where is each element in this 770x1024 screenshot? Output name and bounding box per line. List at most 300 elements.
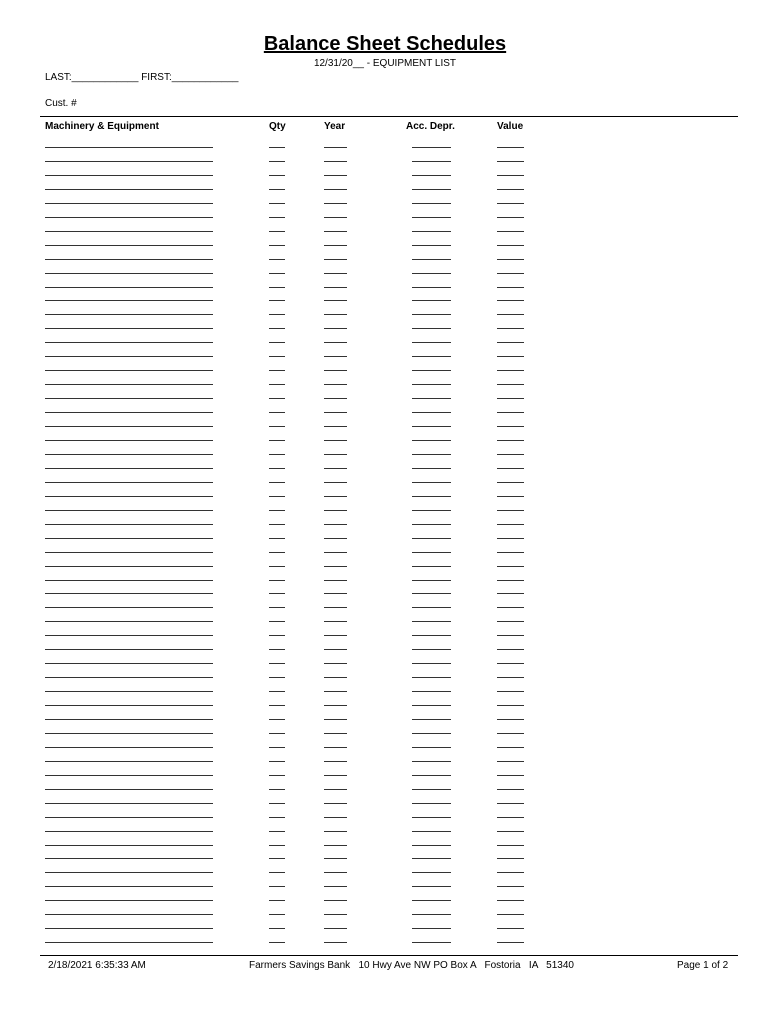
machinery-blank [45, 942, 213, 943]
machinery-blank [45, 789, 213, 790]
machinery-blank [45, 831, 213, 832]
machinery-blank [45, 677, 213, 678]
value-blank [497, 398, 524, 399]
machinery-blank [45, 817, 213, 818]
value-blank [497, 161, 524, 162]
year-blank [324, 273, 347, 274]
year-blank [324, 663, 347, 664]
qty-blank [269, 719, 285, 720]
acc-depr-blank [412, 524, 451, 525]
year-blank [324, 384, 347, 385]
qty-blank [269, 412, 285, 413]
value-blank [497, 314, 524, 315]
qty-blank [269, 314, 285, 315]
value-blank [497, 524, 524, 525]
acc-depr-blank [412, 468, 451, 469]
year-blank [324, 356, 347, 357]
machinery-blank [45, 328, 213, 329]
column-header-year: Year [324, 121, 346, 132]
machinery-blank [45, 342, 213, 343]
qty-blank [269, 147, 285, 148]
acc-depr-blank [412, 245, 451, 246]
qty-blank [269, 203, 285, 204]
value-blank [497, 203, 524, 204]
year-blank [324, 370, 347, 371]
acc-depr-blank [412, 412, 451, 413]
qty-blank [269, 747, 285, 748]
value-blank [497, 747, 524, 748]
year-blank [324, 593, 347, 594]
machinery-blank [45, 691, 213, 692]
acc-depr-blank [412, 663, 451, 664]
machinery-blank [45, 370, 213, 371]
machinery-blank [45, 217, 213, 218]
machinery-blank [45, 161, 213, 162]
year-blank [324, 524, 347, 525]
qty-blank [269, 817, 285, 818]
qty-blank [269, 705, 285, 706]
qty-blank [269, 273, 285, 274]
acc-depr-blank [412, 426, 451, 427]
value-blank [497, 705, 524, 706]
acc-depr-blank [412, 370, 451, 371]
year-blank [324, 761, 347, 762]
qty-blank [269, 245, 285, 246]
value-blank [497, 328, 524, 329]
value-blank [497, 914, 524, 915]
acc-depr-blank [412, 621, 451, 622]
column-header-machinery: Machinery & Equipment [45, 121, 159, 132]
value-blank [497, 412, 524, 413]
value-blank [497, 761, 524, 762]
qty-blank [269, 482, 285, 483]
acc-depr-blank [412, 677, 451, 678]
cust-label: Cust. # [45, 98, 77, 109]
qty-blank [269, 175, 285, 176]
machinery-blank [45, 775, 213, 776]
machinery-blank [45, 314, 213, 315]
machinery-blank [45, 607, 213, 608]
year-blank [324, 900, 347, 901]
acc-depr-blank [412, 858, 451, 859]
qty-blank [269, 593, 285, 594]
name-line: LAST:____________ FIRST:____________ [45, 72, 239, 83]
value-blank [497, 649, 524, 650]
year-blank [324, 217, 347, 218]
column-header-qty: Qty [269, 121, 286, 132]
qty-blank [269, 858, 285, 859]
qty-blank [269, 649, 285, 650]
acc-depr-blank [412, 217, 451, 218]
year-blank [324, 566, 347, 567]
value-blank [497, 663, 524, 664]
year-blank [324, 872, 347, 873]
qty-blank [269, 287, 285, 288]
value-blank [497, 217, 524, 218]
machinery-blank [45, 412, 213, 413]
machinery-blank [45, 747, 213, 748]
value-blank [497, 580, 524, 581]
value-blank [497, 566, 524, 567]
machinery-blank [45, 733, 213, 734]
value-blank [497, 691, 524, 692]
machinery-blank [45, 468, 213, 469]
year-blank [324, 147, 347, 148]
year-blank [324, 231, 347, 232]
acc-depr-blank [412, 817, 451, 818]
value-blank [497, 342, 524, 343]
year-blank [324, 789, 347, 790]
machinery-blank [45, 384, 213, 385]
value-blank [497, 426, 524, 427]
qty-blank [269, 538, 285, 539]
year-blank [324, 189, 347, 190]
value-blank [497, 928, 524, 929]
year-blank [324, 161, 347, 162]
machinery-blank [45, 510, 213, 511]
qty-blank [269, 440, 285, 441]
value-blank [497, 370, 524, 371]
year-blank [324, 775, 347, 776]
qty-blank [269, 370, 285, 371]
value-blank [497, 175, 524, 176]
qty-blank [269, 189, 285, 190]
year-blank [324, 677, 347, 678]
value-blank [497, 900, 524, 901]
value-blank [497, 775, 524, 776]
acc-depr-blank [412, 384, 451, 385]
acc-depr-blank [412, 719, 451, 720]
footer-date: 2/18/2021 6:35:33 AM [48, 960, 146, 971]
year-blank [324, 440, 347, 441]
value-blank [497, 245, 524, 246]
machinery-blank [45, 705, 213, 706]
machinery-blank [45, 649, 213, 650]
value-blank [497, 552, 524, 553]
acc-depr-blank [412, 356, 451, 357]
value-blank [497, 189, 524, 190]
value-blank [497, 147, 524, 148]
year-blank [324, 621, 347, 622]
qty-blank [269, 328, 285, 329]
machinery-blank [45, 440, 213, 441]
column-header-acc-depr: Acc. Depr. [406, 121, 455, 132]
value-blank [497, 454, 524, 455]
qty-blank [269, 496, 285, 497]
value-blank [497, 468, 524, 469]
machinery-blank [45, 398, 213, 399]
acc-depr-blank [412, 552, 451, 553]
year-blank [324, 496, 347, 497]
acc-depr-blank [412, 607, 451, 608]
acc-depr-blank [412, 328, 451, 329]
year-blank [324, 886, 347, 887]
qty-blank [269, 161, 285, 162]
acc-depr-blank [412, 649, 451, 650]
machinery-blank [45, 482, 213, 483]
value-blank [497, 356, 524, 357]
year-blank [324, 259, 347, 260]
acc-depr-blank [412, 928, 451, 929]
year-blank [324, 245, 347, 246]
top-divider [40, 116, 738, 117]
year-blank [324, 398, 347, 399]
value-blank [497, 635, 524, 636]
acc-depr-blank [412, 789, 451, 790]
acc-depr-blank [412, 886, 451, 887]
year-blank [324, 719, 347, 720]
acc-depr-blank [412, 161, 451, 162]
acc-depr-blank [412, 538, 451, 539]
qty-blank [269, 621, 285, 622]
acc-depr-blank [412, 398, 451, 399]
year-blank [324, 328, 347, 329]
year-blank [324, 691, 347, 692]
value-blank [497, 496, 524, 497]
value-blank [497, 300, 524, 301]
qty-blank [269, 510, 285, 511]
year-blank [324, 482, 347, 483]
acc-depr-blank [412, 733, 451, 734]
qty-blank [269, 761, 285, 762]
acc-depr-blank [412, 914, 451, 915]
acc-depr-blank [412, 510, 451, 511]
value-blank [497, 231, 524, 232]
acc-depr-blank [412, 566, 451, 567]
machinery-blank [45, 761, 213, 762]
year-blank [324, 342, 347, 343]
year-blank [324, 635, 347, 636]
year-blank [324, 858, 347, 859]
acc-depr-blank [412, 259, 451, 260]
year-blank [324, 747, 347, 748]
acc-depr-blank [412, 482, 451, 483]
qty-blank [269, 552, 285, 553]
machinery-blank [45, 147, 213, 148]
acc-depr-blank [412, 496, 451, 497]
value-blank [497, 845, 524, 846]
acc-depr-blank [412, 635, 451, 636]
acc-depr-blank [412, 803, 451, 804]
qty-blank [269, 663, 285, 664]
qty-blank [269, 607, 285, 608]
footer-page-number: Page 1 of 2 [677, 960, 729, 971]
machinery-blank [45, 426, 213, 427]
qty-blank [269, 691, 285, 692]
machinery-blank [45, 858, 213, 859]
year-blank [324, 705, 347, 706]
value-blank [497, 733, 524, 734]
acc-depr-blank [412, 761, 451, 762]
acc-depr-blank [412, 189, 451, 190]
year-blank [324, 552, 347, 553]
value-blank [497, 259, 524, 260]
acc-depr-blank [412, 775, 451, 776]
year-blank [324, 649, 347, 650]
qty-blank [269, 733, 285, 734]
qty-blank [269, 928, 285, 929]
machinery-blank [45, 496, 213, 497]
year-blank [324, 510, 347, 511]
qty-blank [269, 914, 285, 915]
machinery-blank [45, 552, 213, 553]
footer-bank-info: Farmers Savings Bank 10 Hwy Ave NW PO Box A Fostoria IA 51340 [249, 960, 574, 971]
machinery-blank [45, 538, 213, 539]
acc-depr-blank [412, 287, 451, 288]
page-subtitle: 12/31/20__ - EQUIPMENT LIST [313, 58, 457, 69]
machinery-blank [45, 580, 213, 581]
value-blank [497, 287, 524, 288]
qty-blank [269, 635, 285, 636]
bottom-divider [40, 955, 738, 956]
machinery-blank [45, 803, 213, 804]
value-blank [497, 789, 524, 790]
value-blank [497, 273, 524, 274]
machinery-blank [45, 287, 213, 288]
qty-blank [269, 803, 285, 804]
value-blank [497, 440, 524, 441]
qty-blank [269, 775, 285, 776]
value-blank [497, 621, 524, 622]
qty-blank [269, 566, 285, 567]
qty-blank [269, 886, 285, 887]
qty-blank [269, 468, 285, 469]
machinery-blank [45, 175, 213, 176]
acc-depr-blank [412, 705, 451, 706]
acc-depr-blank [412, 300, 451, 301]
year-blank [324, 831, 347, 832]
machinery-blank [45, 914, 213, 915]
qty-blank [269, 942, 285, 943]
value-blank [497, 593, 524, 594]
machinery-blank [45, 454, 213, 455]
acc-depr-blank [412, 231, 451, 232]
machinery-blank [45, 719, 213, 720]
value-blank [497, 719, 524, 720]
qty-blank [269, 398, 285, 399]
year-blank [324, 928, 347, 929]
qty-blank [269, 356, 285, 357]
acc-depr-blank [412, 273, 451, 274]
machinery-blank [45, 886, 213, 887]
machinery-blank [45, 203, 213, 204]
qty-blank [269, 789, 285, 790]
qty-blank [269, 231, 285, 232]
acc-depr-blank [412, 691, 451, 692]
machinery-blank [45, 845, 213, 846]
machinery-blank [45, 635, 213, 636]
year-blank [324, 733, 347, 734]
acc-depr-blank [412, 831, 451, 832]
year-blank [324, 580, 347, 581]
value-blank [497, 538, 524, 539]
year-blank [324, 175, 347, 176]
year-blank [324, 287, 347, 288]
year-blank [324, 942, 347, 943]
machinery-blank [45, 259, 213, 260]
value-blank [497, 942, 524, 943]
year-blank [324, 845, 347, 846]
machinery-blank [45, 872, 213, 873]
year-blank [324, 803, 347, 804]
acc-depr-blank [412, 747, 451, 748]
acc-depr-blank [412, 872, 451, 873]
machinery-blank [45, 566, 213, 567]
machinery-blank [45, 621, 213, 622]
acc-depr-blank [412, 147, 451, 148]
year-blank [324, 817, 347, 818]
value-blank [497, 858, 524, 859]
machinery-blank [45, 356, 213, 357]
acc-depr-blank [412, 203, 451, 204]
qty-blank [269, 342, 285, 343]
qty-blank [269, 900, 285, 901]
acc-depr-blank [412, 942, 451, 943]
machinery-blank [45, 593, 213, 594]
value-blank [497, 482, 524, 483]
acc-depr-blank [412, 175, 451, 176]
value-blank [497, 831, 524, 832]
qty-blank [269, 300, 285, 301]
year-blank [324, 203, 347, 204]
machinery-blank [45, 900, 213, 901]
value-blank [497, 384, 524, 385]
value-blank [497, 607, 524, 608]
year-blank [324, 426, 347, 427]
machinery-blank [45, 189, 213, 190]
machinery-blank [45, 245, 213, 246]
year-blank [324, 607, 347, 608]
value-blank [497, 677, 524, 678]
machinery-blank [45, 273, 213, 274]
machinery-blank [45, 300, 213, 301]
qty-blank [269, 580, 285, 581]
acc-depr-blank [412, 580, 451, 581]
year-blank [324, 412, 347, 413]
acc-depr-blank [412, 593, 451, 594]
acc-depr-blank [412, 454, 451, 455]
year-blank [324, 314, 347, 315]
year-blank [324, 538, 347, 539]
qty-blank [269, 454, 285, 455]
year-blank [324, 300, 347, 301]
year-blank [324, 454, 347, 455]
qty-blank [269, 524, 285, 525]
acc-depr-blank [412, 440, 451, 441]
qty-blank [269, 384, 285, 385]
value-blank [497, 872, 524, 873]
machinery-blank [45, 928, 213, 929]
qty-blank [269, 259, 285, 260]
qty-blank [269, 845, 285, 846]
year-blank [324, 468, 347, 469]
value-blank [497, 886, 524, 887]
acc-depr-blank [412, 900, 451, 901]
value-blank [497, 510, 524, 511]
acc-depr-blank [412, 314, 451, 315]
qty-blank [269, 872, 285, 873]
machinery-blank [45, 524, 213, 525]
year-blank [324, 914, 347, 915]
qty-blank [269, 426, 285, 427]
column-header-value: Value [497, 121, 524, 132]
value-blank [497, 817, 524, 818]
value-blank [497, 803, 524, 804]
acc-depr-blank [412, 845, 451, 846]
qty-blank [269, 217, 285, 218]
qty-blank [269, 831, 285, 832]
machinery-blank [45, 663, 213, 664]
